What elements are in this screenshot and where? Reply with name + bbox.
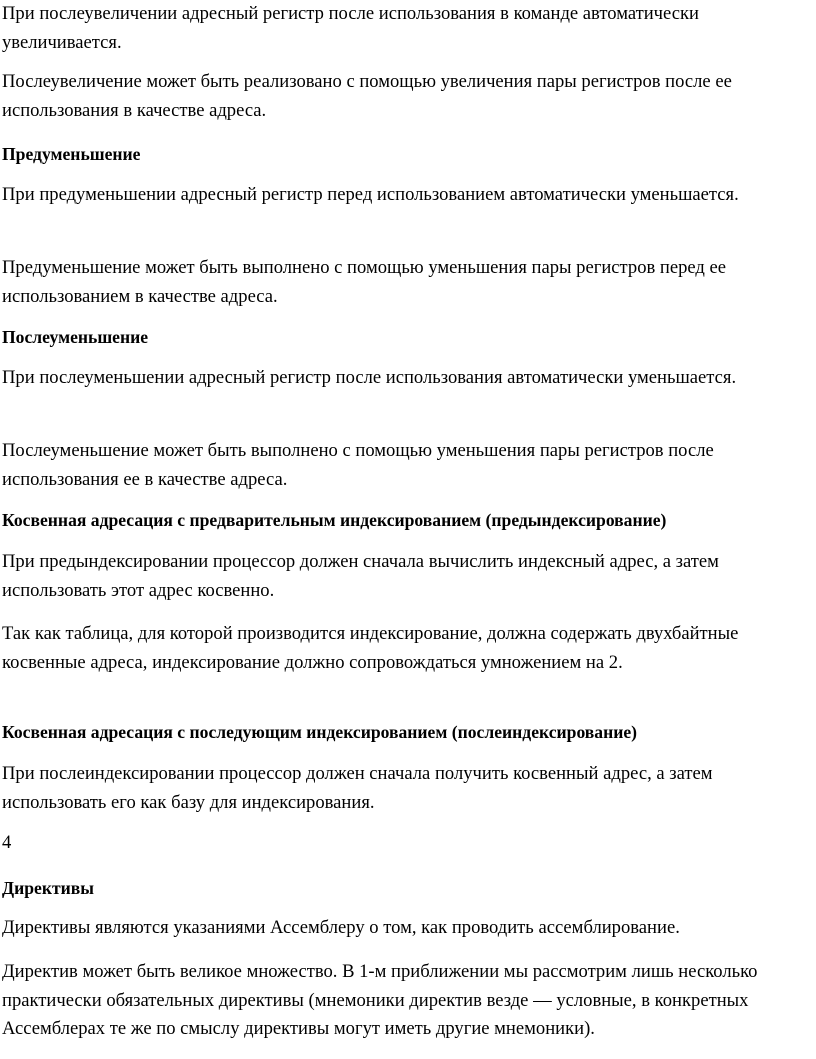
heading-postdecrement: Послеуменьшение xyxy=(2,327,149,347)
paragraph-preindexing-table: Так как таблица, для которой производится индексирование, должна содержать двухбайтные косвенные адреса, индексирование должно сопровождаться умножением на 2. xyxy=(2,623,739,673)
paragraph-predecrement-implementation: Предуменьшение может быть выполнено с помощью уменьшения пары регистров перед ее использованием в качестве адреса. xyxy=(2,257,727,307)
paragraph-postincrement-implementation: Послеувеличение может быть реализовано с помощью увеличения пары регистров после ее использования в качестве адреса. xyxy=(2,71,732,121)
paragraph-directives-definition: Директивы являются указаниями Ассемблеру о том, как проводить ассемблирование. xyxy=(2,917,680,938)
paragraph-predecrement-definition: При предуменьшении адресный регистр перед использованием автоматически уменьшается. xyxy=(2,184,739,205)
heading-directives: Директивы xyxy=(2,878,94,898)
heading-postindexed-indirect: Косвенная адресация с последующим индексированием (послеиндексирование) xyxy=(2,722,638,742)
paragraph-postincrement-definition: При послеувеличении адресный регистр после использования в команде автоматически увеличивается. xyxy=(2,3,699,53)
section-number: 4 xyxy=(2,832,12,853)
paragraph-postdecrement-implementation: Послеуменьшение может быть выполнено с помощью уменьшения пары регистров после использования ее в качестве адреса. xyxy=(2,440,714,490)
paragraph-preindexing-definition: При предындексировании процессор должен сначала вычислить индексный адрес, а затем использовать этот адрес косвенно. xyxy=(2,551,719,601)
heading-predecrement: Предуменьшение xyxy=(2,144,141,164)
paragraph-postindexing-definition: При послеиндексировании процессор должен сначала получить косвенный адрес, а затем использовать его как базу для индексирования. xyxy=(2,763,713,813)
paragraph-postdecrement-definition: При послеуменьшении адресный регистр после использования автоматически уменьшается. xyxy=(2,367,737,388)
heading-preindexed-indirect: Косвенная адресация с предварительным индексированием (предындексирование) xyxy=(2,510,667,530)
paragraph-directives-overview: Директив может быть великое множество. В 1-м приближении мы рассмотрим лишь несколько практически обязательных директивы (мнемоники директив везде — условные, в конкретных Ассемблерах те же по смыслу директивы могут иметь другие мнемоники). xyxy=(2,961,758,1039)
